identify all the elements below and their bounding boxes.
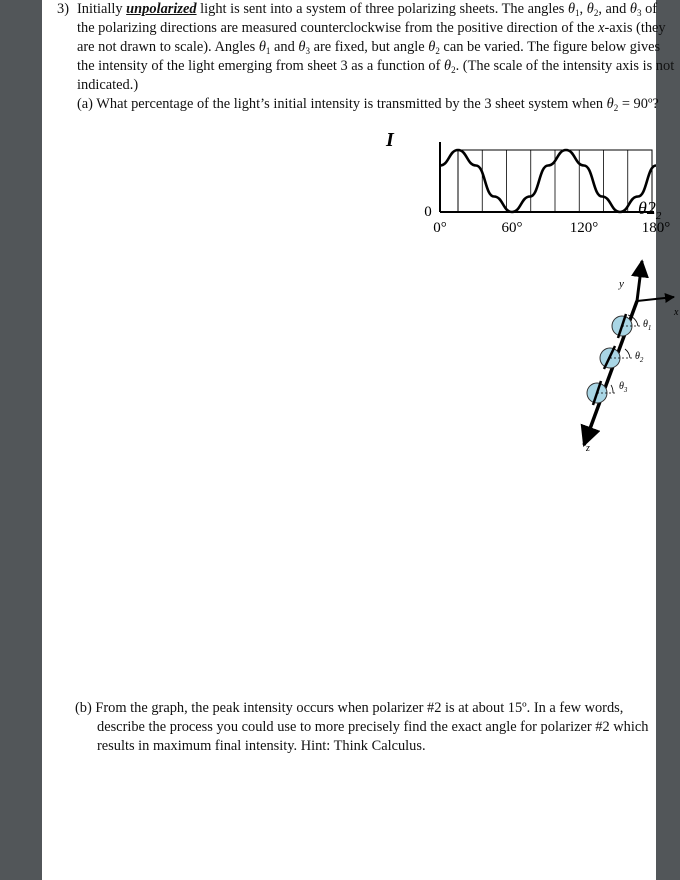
- x-tick-label: 180°: [641, 220, 671, 236]
- part-b-question: [75, 699, 649, 756]
- theta-2-arc: [625, 349, 630, 358]
- x-axis-label: [638, 198, 662, 222]
- z-axis-label-diagram: z: [586, 443, 590, 454]
- x-tick-label: 0°: [433, 220, 447, 236]
- theta-2-label: $\theta_2$: [635, 351, 644, 364]
- y-tick-label: 0: [424, 204, 432, 220]
- x-axis-label-diagram: x: [674, 307, 679, 318]
- part-a-question: (a) What percentage of the light’s initial intensity is transmitted by the 3 sheet system when $\theta_2$ = 90º?: [77, 96, 659, 113]
- x-tick-label: 60°: [501, 220, 523, 236]
- document-page: [42, 0, 679, 880]
- y-axis-label: I: [386, 129, 394, 151]
- part-b-line-2: describe the process you could use to more precisely find the exact angle for polarizer #2 which: [97, 719, 649, 735]
- x-tick-label: 120°: [569, 220, 599, 236]
- problem-3: [57, 0, 675, 114]
- y-axis-label-diagram: y: [619, 278, 624, 290]
- theta-3-arc: [611, 385, 613, 393]
- polarizer-diagram: [524, 255, 680, 455]
- theta-1-label: $\theta_1$: [643, 319, 652, 332]
- problem-line-4: the intensity of the light emerging from sheet 3 as a function of $\theta_2$. (The scale of the intensity axis is not: [77, 58, 675, 75]
- unpolarized-emphasis: unpolarized: [126, 1, 197, 17]
- problem-line-1: Initially unpolarized light is sent into a system of three polarizing sheets. The angles $\theta_1$, $\theta_2$, and $\theta_3$ of: [77, 1, 658, 18]
- problem-line-3: are not drawn to scale). Angles $\theta_1$ and $\theta_3$ are fixed, but angle $\theta_2$ can be varied. The figure below gives: [77, 39, 661, 56]
- intensity-chart: [360, 128, 671, 238]
- x-axis-label-text: θ2: [638, 198, 656, 218]
- part-b-line-3: results in maximum final intensity. Hint: Think Calculus.: [97, 738, 426, 754]
- y-axis-arrow: [637, 261, 642, 301]
- x-axis-arrow: [637, 297, 674, 301]
- problem-line-5: indicated.): [77, 77, 139, 93]
- x-axis-label-sub: 2: [655, 210, 662, 222]
- part-b-line-1: (b) From the graph, the peak intensity occurs when polarizer #2 is at about 15º. In a few words,: [75, 700, 624, 716]
- theta-3-label: $\theta_3$: [619, 381, 628, 394]
- intensity-curve: [440, 150, 656, 212]
- problem-line-2: the polarizing directions are measured counterclockwise from the positive direction of the x-axis (they: [77, 20, 666, 36]
- problem-number: 3): [57, 1, 69, 17]
